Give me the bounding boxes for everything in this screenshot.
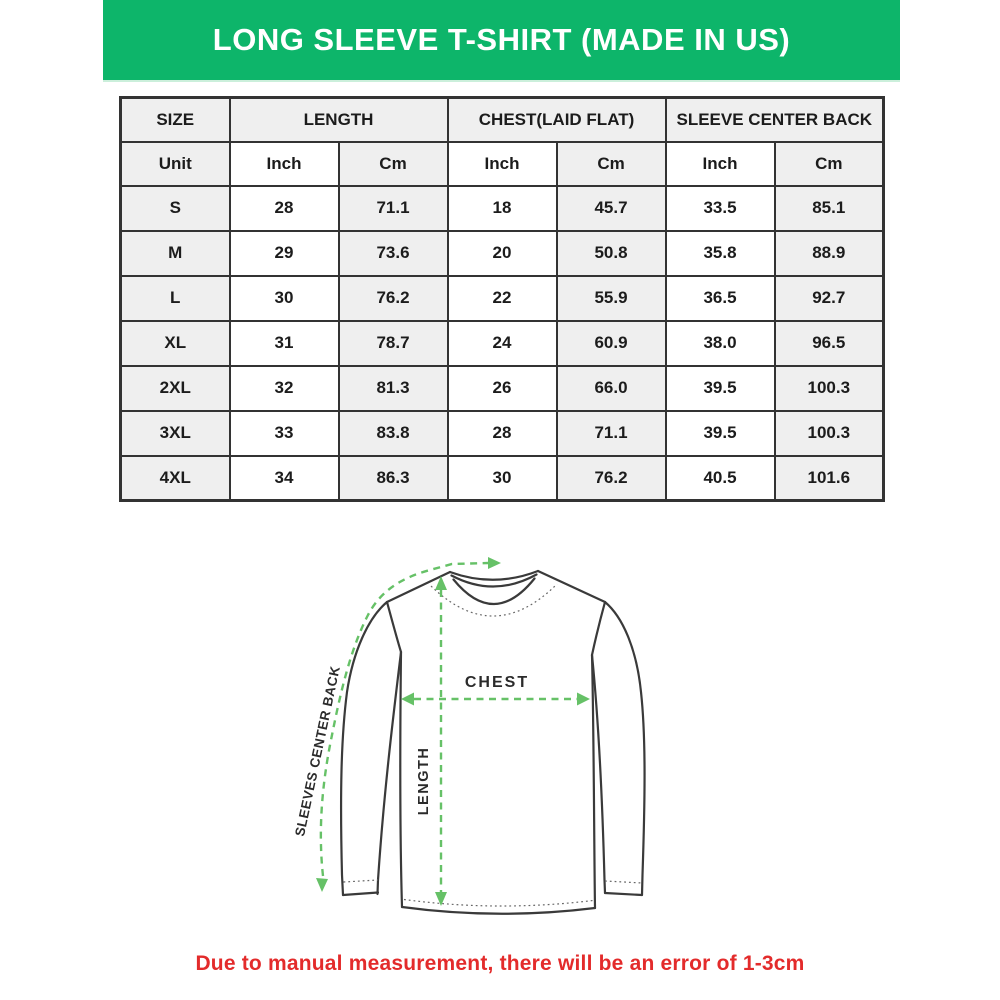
unit-inch-cell: Inch — [448, 142, 557, 186]
chest-label: CHEST — [464, 674, 530, 691]
value-cell: 29 — [230, 231, 339, 276]
unit-cm-cell: Cm — [775, 142, 884, 186]
unit-row — [121, 142, 884, 186]
unit-inch-cell: Inch — [230, 142, 339, 186]
chest-arrowhead-right — [577, 693, 590, 706]
unit-cm-cell: Cm — [339, 142, 448, 186]
value-cell: 28 — [448, 411, 557, 456]
sleeve-arrowhead-right — [488, 557, 501, 569]
value-cell: 78.7 — [339, 321, 448, 366]
table-row — [121, 366, 884, 411]
value-cell: 71.1 — [557, 411, 666, 456]
header-banner — [103, 0, 900, 80]
value-cell: 100.3 — [775, 366, 884, 411]
arrow-heads — [316, 557, 590, 906]
value-cell: 55.9 — [557, 276, 666, 321]
header-chest: CHEST(LAID FLAT) — [448, 98, 666, 142]
table-row — [121, 411, 884, 456]
table-row — [121, 321, 884, 366]
sleeve-arrowhead-down — [316, 878, 328, 892]
value-cell: 24 — [448, 321, 557, 366]
value-cell: 76.2 — [339, 276, 448, 321]
size-cell: 2XL — [121, 366, 230, 411]
measurement-disclaimer: Due to manual measurement, there will be an error of 1-3cm — [195, 952, 805, 975]
size-table-container — [119, 96, 885, 502]
value-cell: 60.9 — [557, 321, 666, 366]
value-cell: 34 — [230, 456, 339, 501]
unit-cm-cell: Cm — [557, 142, 666, 186]
value-cell: 40.5 — [666, 456, 775, 501]
value-cell: 101.6 — [775, 456, 884, 501]
value-cell: 73.6 — [339, 231, 448, 276]
value-cell: 22 — [448, 276, 557, 321]
table-row — [121, 276, 884, 321]
value-cell: 71.1 — [339, 186, 448, 231]
length-arrowhead-down — [435, 892, 447, 906]
sleeve-arrow-path — [321, 563, 488, 876]
value-cell: 45.7 — [557, 186, 666, 231]
header-sleeve: SLEEVE CENTER BACK — [666, 98, 884, 142]
value-cell: 85.1 — [775, 186, 884, 231]
table-row — [121, 231, 884, 276]
size-cell: 3XL — [121, 411, 230, 456]
unit-label: Unit — [121, 142, 230, 186]
size-cell: M — [121, 231, 230, 276]
measurement-arrows — [321, 563, 577, 892]
value-cell: 26 — [448, 366, 557, 411]
size-cell: S — [121, 186, 230, 231]
value-cell: 18 — [448, 186, 557, 231]
header-length: LENGTH — [230, 98, 448, 142]
value-cell: 83.8 — [339, 411, 448, 456]
column-group-row — [121, 98, 884, 142]
value-cell: 30 — [230, 276, 339, 321]
size-table — [119, 96, 885, 502]
tshirt-diagram — [280, 540, 730, 940]
value-cell: 66.0 — [557, 366, 666, 411]
value-cell: 38.0 — [666, 321, 775, 366]
header-size: SIZE — [121, 98, 230, 142]
value-cell: 86.3 — [339, 456, 448, 501]
size-cell: L — [121, 276, 230, 321]
value-cell: 100.3 — [775, 411, 884, 456]
table-row — [121, 456, 884, 501]
tshirt-outline — [341, 571, 645, 914]
size-cell: XL — [121, 321, 230, 366]
value-cell: 20 — [448, 231, 557, 276]
value-cell: 32 — [230, 366, 339, 411]
value-cell: 28 — [230, 186, 339, 231]
value-cell: 88.9 — [775, 231, 884, 276]
page-title: LONG SLEEVE T-SHIRT (MADE IN US) — [212, 22, 791, 57]
value-cell: 33.5 — [666, 186, 775, 231]
size-table-body — [121, 186, 884, 501]
length-label: LENGTH — [416, 746, 432, 816]
value-cell: 35.8 — [666, 231, 775, 276]
value-cell: 30 — [448, 456, 557, 501]
value-cell: 39.5 — [666, 411, 775, 456]
sleeve-center-back-label: SLEEVES CENTER BACK — [292, 664, 344, 838]
table-row — [121, 186, 884, 231]
value-cell: 96.5 — [775, 321, 884, 366]
value-cell: 39.5 — [666, 366, 775, 411]
value-cell: 33 — [230, 411, 339, 456]
value-cell: 81.3 — [339, 366, 448, 411]
unit-inch-cell: Inch — [666, 142, 775, 186]
value-cell: 92.7 — [775, 276, 884, 321]
chest-arrowhead-left — [401, 693, 414, 706]
value-cell: 36.5 — [666, 276, 775, 321]
value-cell: 76.2 — [557, 456, 666, 501]
value-cell: 50.8 — [557, 231, 666, 276]
value-cell: 31 — [230, 321, 339, 366]
size-cell: 4XL — [121, 456, 230, 501]
